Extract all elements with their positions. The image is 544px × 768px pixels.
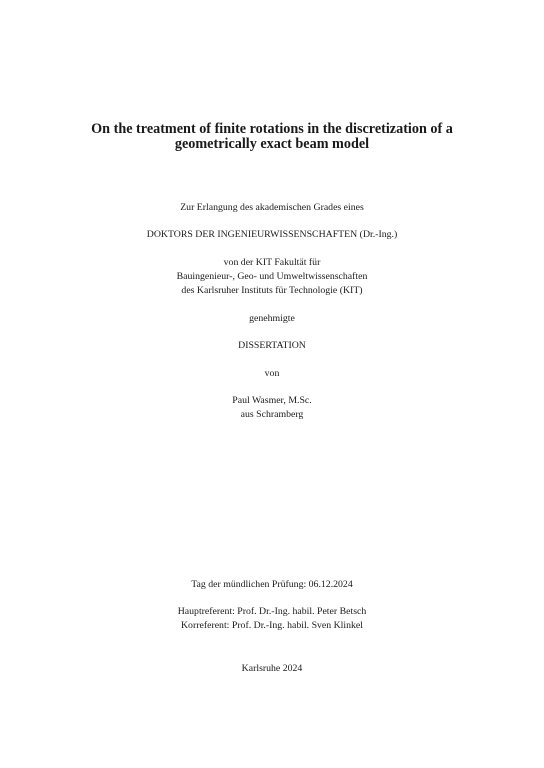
degree-intro: Zur Erlangung des akademischen Grades eines	[180, 202, 364, 213]
author-origin: aus Schramberg	[240, 409, 304, 420]
thesis-title-line-2: geometrically exact beam model	[174, 136, 370, 152]
approved-label: genehmigte	[249, 313, 295, 324]
degree-name: DOKTORS DER INGENIEURWISSENSCHAFTEN (Dr.-Ing.)	[146, 229, 398, 240]
document-type: DISSERTATION	[238, 340, 306, 351]
co-referee: Korreferent: Prof. Dr.-Ing. habil. Sven Klinkel	[180, 620, 363, 631]
by-label: von	[264, 368, 280, 379]
author-name: Paul Wasmer, M.Sc.	[232, 395, 312, 406]
faculty-line-1: von der KIT Fakultät für	[223, 257, 321, 268]
main-referee: Hauptreferent: Prof. Dr.-Ing. habil. Peter Betsch	[177, 606, 367, 617]
thesis-title-line-1: On the treatment of finite rotations in the discretization of a	[91, 121, 453, 137]
place-year: Karlsruhe 2024	[241, 663, 303, 674]
faculty-line-3: des Karlsruher Instituts für Technologie (KIT)	[181, 285, 363, 296]
faculty-line-2: Bauingenieur-, Geo- und Umweltwissenschaften	[176, 271, 368, 282]
exam-date: Tag der mündlichen Prüfung: 06.12.2024	[191, 579, 353, 590]
